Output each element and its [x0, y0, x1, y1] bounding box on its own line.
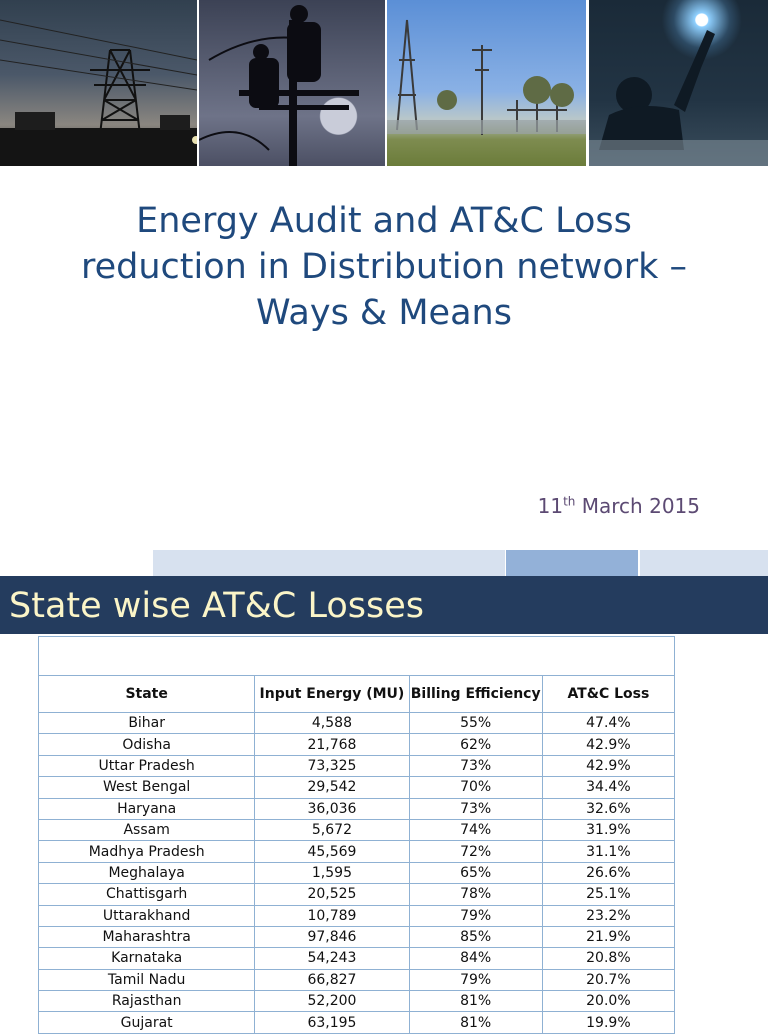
linemen-on-pole-photo — [199, 0, 385, 166]
cell-billing-efficiency: 74% — [409, 819, 542, 840]
cell-atc-loss: 23.2% — [542, 905, 674, 926]
cell-input-energy: 21,768 — [255, 734, 409, 755]
cell-input-energy: 45,569 — [255, 841, 409, 862]
transmission-tower-photo — [0, 0, 197, 166]
cell-state: Gujarat — [39, 1012, 255, 1033]
divider-bar-right — [640, 550, 768, 576]
cell-input-energy: 4,588 — [255, 713, 409, 734]
section-banner — [0, 576, 768, 634]
table-row — [39, 777, 675, 798]
cell-input-energy: 5,672 — [255, 819, 409, 840]
cell-state: Karnataka — [39, 948, 255, 969]
table-row — [39, 1012, 675, 1033]
table-blank-row — [39, 637, 675, 676]
cell-input-energy: 73,325 — [255, 755, 409, 776]
substation-photo — [387, 0, 586, 166]
cell-input-energy: 1,595 — [255, 862, 409, 883]
table-row — [39, 819, 675, 840]
cell-atc-loss: 19.9% — [542, 1012, 674, 1033]
cell-input-energy: 20,525 — [255, 884, 409, 905]
table-row — [39, 841, 675, 862]
cell-atc-loss: 20.8% — [542, 948, 674, 969]
cell-state: Madhya Pradesh — [39, 841, 255, 862]
table-row — [39, 798, 675, 819]
cell-state: Uttar Pradesh — [39, 755, 255, 776]
header-state: State — [39, 676, 255, 713]
table-blank-cell — [39, 637, 675, 676]
cell-state: Haryana — [39, 798, 255, 819]
header-billing-efficiency: Billing Efficiency — [409, 676, 542, 713]
cell-billing-efficiency: 84% — [409, 948, 542, 969]
presentation-date — [538, 494, 700, 518]
cell-billing-efficiency: 81% — [409, 1012, 542, 1033]
cell-atc-loss: 31.9% — [542, 819, 674, 840]
section-title: State wise AT&C Losses — [9, 586, 425, 626]
cell-input-energy: 66,827 — [255, 969, 409, 990]
cell-atc-loss: 26.6% — [542, 862, 674, 883]
cell-billing-efficiency: 73% — [409, 798, 542, 819]
cell-billing-efficiency: 85% — [409, 926, 542, 947]
person-with-light-bulb-photo — [589, 0, 768, 166]
cell-billing-efficiency: 78% — [409, 884, 542, 905]
cell-state: West Bengal — [39, 777, 255, 798]
divider-bar-left — [153, 550, 505, 576]
cell-atc-loss: 42.9% — [542, 755, 674, 776]
cell-state: Tamil Nadu — [39, 969, 255, 990]
cell-atc-loss: 21.9% — [542, 926, 674, 947]
cell-billing-efficiency: 72% — [409, 841, 542, 862]
cell-billing-efficiency: 62% — [409, 734, 542, 755]
cell-atc-loss: 20.7% — [542, 969, 674, 990]
header-input-energy: Input Energy (MU) — [255, 676, 409, 713]
header-atc-loss: AT&C Loss — [542, 676, 674, 713]
table-row — [39, 926, 675, 947]
table-row — [39, 905, 675, 926]
cell-state: Odisha — [39, 734, 255, 755]
table-row — [39, 755, 675, 776]
cell-atc-loss: 25.1% — [542, 884, 674, 905]
atc-loss-table — [38, 636, 675, 1034]
cell-state: Assam — [39, 819, 255, 840]
date-day: 11 — [537, 494, 564, 518]
table-row — [39, 969, 675, 990]
slide-title: Energy Audit and AT&C Loss reduction in Distribution network – Ways & Means — [80, 201, 688, 333]
cell-atc-loss: 42.9% — [542, 734, 674, 755]
cell-input-energy: 36,036 — [255, 798, 409, 819]
cell-input-energy: 10,789 — [255, 905, 409, 926]
table-row — [39, 884, 675, 905]
cell-billing-efficiency: 65% — [409, 862, 542, 883]
cell-input-energy: 63,195 — [255, 1012, 409, 1033]
cell-state: Chattisgarh — [39, 884, 255, 905]
date-ordinal-suffix: th — [563, 494, 576, 509]
header-photo-strip — [0, 0, 768, 168]
divider-bar-accent — [506, 550, 638, 576]
table-row — [39, 948, 675, 969]
cell-input-energy: 54,243 — [255, 948, 409, 969]
table-row — [39, 991, 675, 1012]
table-row — [39, 734, 675, 755]
cell-atc-loss: 47.4% — [542, 713, 674, 734]
cell-billing-efficiency: 81% — [409, 991, 542, 1012]
cell-atc-loss: 31.1% — [542, 841, 674, 862]
date-month-year: March 2015 — [575, 494, 700, 518]
atc-loss-table-container — [38, 636, 675, 1034]
cell-atc-loss: 34.4% — [542, 777, 674, 798]
cell-state: Rajasthan — [39, 991, 255, 1012]
table-row — [39, 862, 675, 883]
cell-atc-loss: 20.0% — [542, 991, 674, 1012]
cell-billing-efficiency: 73% — [409, 755, 542, 776]
cell-input-energy: 97,846 — [255, 926, 409, 947]
table-row — [39, 713, 675, 734]
cell-state: Uttarakhand — [39, 905, 255, 926]
table-header-row — [39, 676, 675, 713]
cell-state: Bihar — [39, 713, 255, 734]
cell-billing-efficiency: 70% — [409, 777, 542, 798]
cell-billing-efficiency: 55% — [409, 713, 542, 734]
table-body — [39, 713, 675, 1034]
cell-input-energy: 29,542 — [255, 777, 409, 798]
cell-billing-efficiency: 79% — [409, 969, 542, 990]
cell-state: Maharashtra — [39, 926, 255, 947]
cell-state: Meghalaya — [39, 862, 255, 883]
cell-billing-efficiency: 79% — [409, 905, 542, 926]
cell-atc-loss: 32.6% — [542, 798, 674, 819]
cell-input-energy: 52,200 — [255, 991, 409, 1012]
